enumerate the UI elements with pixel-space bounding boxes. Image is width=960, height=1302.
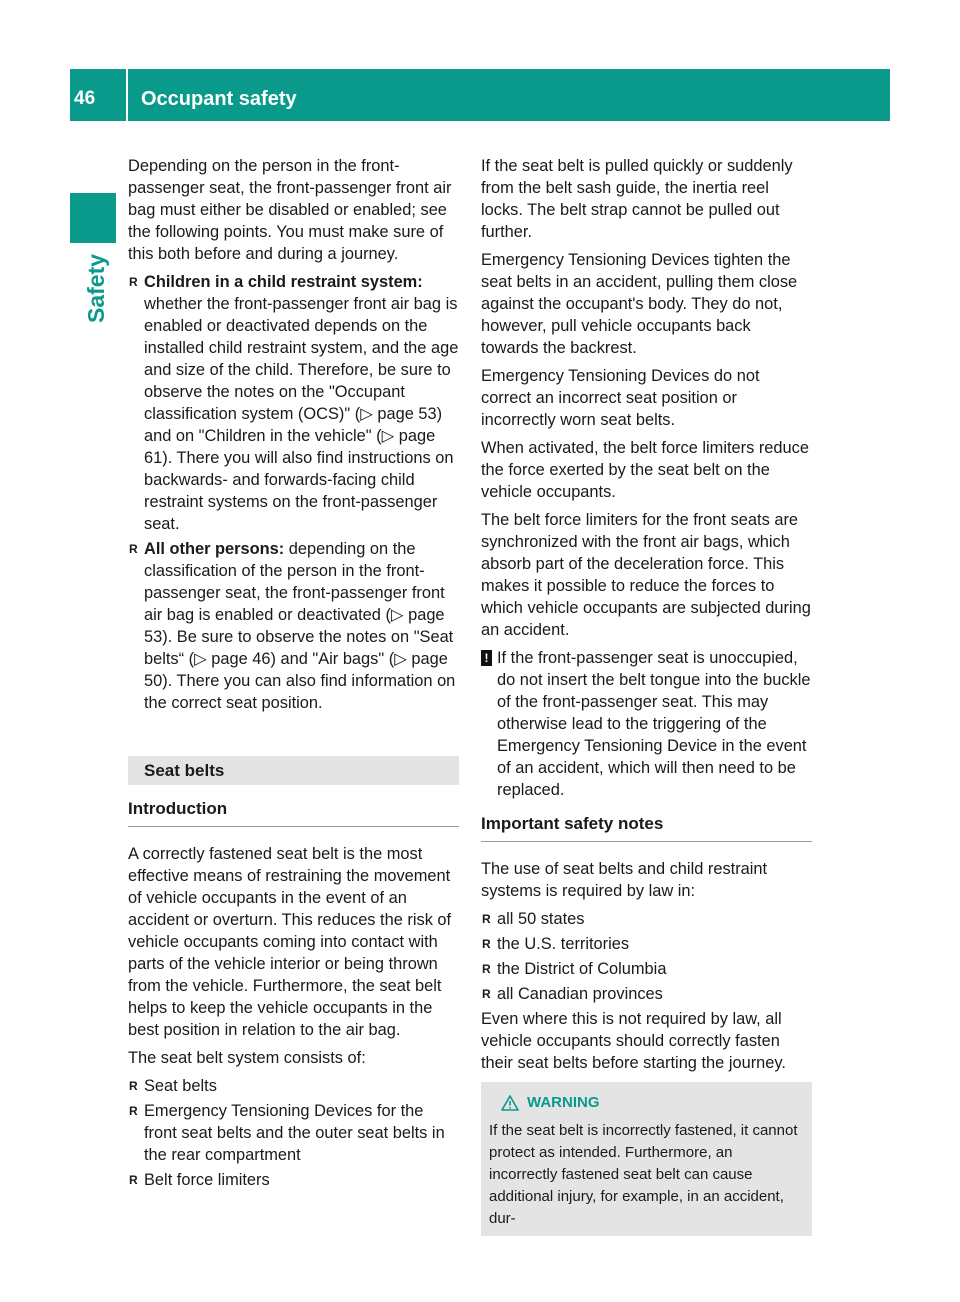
list-item: R all Canadian provinces: [481, 983, 812, 1005]
left-column: [128, 155, 459, 1194]
warning-box: [481, 1082, 812, 1236]
passenger-bullet-list: [128, 271, 459, 714]
consists-of-text: The seat belt system consists of:: [128, 1049, 366, 1067]
warning-header: [489, 1092, 802, 1114]
components-list: [128, 1075, 459, 1191]
note-block: [481, 647, 812, 801]
list-item: [128, 538, 459, 714]
bullet-text: whether the front-passenger front air bag is enabled or deactivated depends on the installed child restraint system, and the age and size of the child. Therefore, be sure to observe the notes on the "Occupant classification system (OCS)" (▷ page 53) and on "Children in the vehicle" (▷ page 61). There you will also find instructions on backwards- and forwards-facing child restraint systems on the front-passenger seat.: [144, 295, 459, 533]
list-item: R the U.S. territories: [481, 933, 812, 955]
list-item: R Belt force limiters: [128, 1169, 459, 1191]
side-section-label: [83, 251, 113, 331]
page-title: Occupant safety: [141, 88, 297, 110]
side-tab-marker: [70, 193, 116, 243]
tensioning-paragraph: Emergency Tensioning Devices tighten the seat belts in an accident, pulling them close against the occupant's body. They do not, however, pull vehicle occupants back towards the backrest.: [481, 251, 798, 357]
force-limiter-paragraph: When activated, the belt force limiters reduce the force exerted by the seat belt on the vehicle occupants.: [481, 439, 809, 501]
law-outro: Even where this is not required by law, all vehicle occupants should correctly fasten their seat belts before starting the journey.: [481, 1010, 786, 1072]
introduction-paragraph: A correctly fastened seat belt is the most effective means of restraining the movement of vehicle occupants in the event of an accident or overturn. This reduces the risk of vehicle occupants coming into contact with parts of the vehicle interior or being thrown from the vehicle. Furthermore, the seat belt helps to keep the vehicle occupants in the best position in relation to the air bag.: [128, 845, 452, 1039]
section-heading-seat-belts: Seat belts: [128, 756, 459, 785]
subsection-heading-introduction: Introduction: [128, 798, 459, 827]
warning-title: WARNING: [527, 1094, 600, 1111]
list-item: R the District of Columbia: [481, 958, 812, 980]
synchronized-paragraph: The belt force limiters for the front seats are synchronized with the front air bags, which absorb part of the deceleration force. This makes it possible to reduce the forces to which vehicle occupants are subjected during an accident.: [481, 511, 811, 639]
subsection-heading-safety-notes: Important safety notes: [481, 813, 812, 842]
bullet-bold: All other persons:: [144, 540, 285, 558]
law-intro: The use of seat belts and child restraint systems is required by law in:: [481, 860, 768, 900]
exclamation-icon: !: [481, 650, 492, 666]
page-number: 46: [74, 88, 96, 109]
list-item: R Seat belts: [128, 1075, 459, 1097]
header-divider: [126, 69, 128, 121]
list-item: R Emergency Tensioning Devices for the front seat belts and the outer seat belts in the rear compartment: [128, 1100, 459, 1166]
bullet-text: depending on the classification of the person in the front-passenger seat, the front-passenger front air bag is enabled or deactivated (▷ page 53). Be sure to observe the notes on "Seat belts“ (▷ page 46) and "Air bags" (▷ page 50). There you can also find information on the correct seat position.: [144, 540, 456, 712]
list-item: R all 50 states: [481, 908, 812, 930]
warning-triangle-icon: [501, 1095, 519, 1111]
bullet-bold: Children in a child restraint system:: [144, 273, 423, 291]
intro-paragraph: Depending on the person in the front-passenger seat, the front-passenger front air bag must either be disabled or enabled; see the following points. You must make sure of this both before and during a journey.: [128, 157, 452, 263]
list-item: [128, 271, 459, 535]
right-column: [481, 155, 812, 1236]
law-list: [481, 908, 812, 1005]
inertia-reel-paragraph: If the seat belt is pulled quickly or suddenly from the belt sash guide, the inertia reel locks. The belt strap cannot be pulled out further.: [481, 157, 793, 241]
side-label-text: Safety: [83, 253, 109, 323]
tensioning-limit-paragraph: Emergency Tensioning Devices do not correct an incorrect seat position or incorrectly worn seat belts.: [481, 367, 760, 429]
warning-text: If the seat belt is incorrectly fastened, it cannot protect as intended. Furthermore, an incorrectly fastened seat belt can cause additional injury, for example, in an accident, dur-: [489, 1122, 798, 1227]
note-text: If the front-passenger seat is unoccupied, do not insert the belt tongue into the buckle of the front-passenger seat. This may otherwise lead to the triggering of the Emergency Tensioning Device in the event of an accident, which will then need to be replaced.: [497, 649, 811, 799]
